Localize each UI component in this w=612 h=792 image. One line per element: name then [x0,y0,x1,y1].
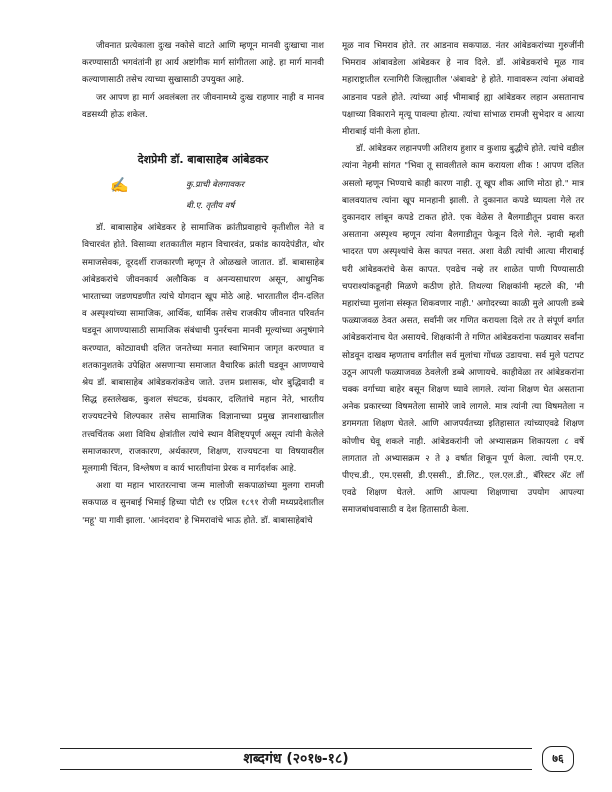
page-footer [60,742,576,774]
author-class: बी.ए. तृतीय वर्ष [186,200,235,211]
section-gap [82,124,324,141]
byline [82,176,324,220]
left-column [82,38,324,530]
page-number: ७६ [542,746,574,772]
intro-paragraph-1: जीवनात प्रत्येकाला दुःख नकोसे वाटते आणि म्हणून मानवी दुःखाचा नाश करण्यासाठी भगवंतांनी हा आर्य अष्टांगीक मार्ग सांगीतला आहे. हा मार्ग मानवी कल्याणासाठी तसेच त्याच्या सुखासाठी उपयुक्त आहे. [82,41,324,86]
body-paragraph-3: मूळ नाव भिमराव होते. तर आडनाव सकपाळ. नंतर आंबेडकरांच्या गुरुजींनी भिमराव आंबावडेला आंबेडकर हे नाव दिले. डॉ. आंबेडकरांचे मूळ गाव महाराष्ट्रातील रत्नागिरी जिल्ह्यातील 'अंबावडे' हे होते. गावावरून त्यांना अंबावडे आडनाव पडले होते. त्यांच्या आई भीमाबाई ह्या आंबेडकर लहान असतानाच पक्षाच्या विकाराने मृत्यू पावल्या होत्या. त्यांचा सांभाळ रामजी सुभेदार व आत्या मीराबाई यांनी केला होता. [342,41,584,138]
body-paragraph-1: डॉ. बाबासाहेब आंबेडकर हे सामाजिक क्रांतीप्रवाहाचे कृतीशील नेते व विचारवंत होते. विसाव्या शतकातील महान विचारवंत, प्रकांड कायदेपंडीत, थोर समाजसेवक, दूरदर्शी राजकारणी म्हणून ते ओळखले जातात. डॉ. बाबासाहेब आंबेडकरांचे जीवनकार्य अलौकिक व अनन्यसाधारण असून, आधुनिक भारताच्या जडणघडणीत त्यांचे योगदान खूप मोठे आहे. भारतातील दीन-दलित व अस्पृश्यांच्या सामाजिक, आर्थिक, धार्मिक तसेच राजकीय जीवनात परिवर्तन घडवून आणण्यासाठी सामाजिक संबंधाची पुनर्रचना मानवी मूल्यांच्या अनुषंगाने करण्यात, कोट्यावधी दलित जनतेच्या मनात स्वाभिमान जागृत करण्यात व शतकानुशतके उपेक्षित असणाऱ्या समाजात वैचारिक क्रांती घडवून आणण्याचे श्रेय डॉ. बाबासाहेब आंबेडकरांकडेच जाते. उत्तम प्रशासक, थोर बुद्धिवादी व सिद्ध हस्तलेखक, कुशल संघटक, ग्रंथकार, दलितांचे महान नेते, भारतीय राज्यघटनेचे शिल्पकार तसेच सामाजिक विज्ञानाच्या प्रमुख ज्ञानशाखातील तत्त्वचिंतक अशा विविध क्षेत्रांतील त्यांचे स्थान वैशिष्ट्यपूर्ण असून त्यांनी केलेले समाजकारण, राजकारण, अर्थकारण, शिक्षण, राज्यघटना या विषयावरील मूलगामी चिंतन, विश्लेषण व कार्य भारतीयांना प्रेरक व मार्गदर्शक आहे. [82,223,324,475]
body-paragraph-4: डॉ. आंबेडकर लहानपणी अतिशय हुशार व कुशाग्र बुद्धीचे होते. त्यांचे वडील त्यांना नेहमी सांगत "भिवा तू सावलीतले काम करायला शीक ! आपण दलित असलो म्हणून भिण्याचे काही कारण नाही. तू खूप शीक आणि मोठा हो." मात्र बालवयातच त्यांना खूप मानहानी झाली. ते दुकानात कपडे घ्यायला गेले तर दुकानदार लांबून कपडे टाकत होते. एक वेळेस ते बैलगाडीतून प्रवास करत असताना अस्पृश्य म्हणून त्यांना बैलगाडीतून फेकून दिले गेले. न्हावी म्हशी भादरत पण अस्पृश्यांचे केस कापत नसत. अशा वेळी त्यांची आत्या मीराबाई घरी आंबेडकरांचे केस कापत. एवढेच नव्हे तर शाळेत पाणी पिण्यासाठी चपराश्यांकडूनही मिळणे कठीण होते. तिथल्या शिक्षकांनी म्हटले की, 'मी महारांच्या मुलांना संस्कृत शिकवणार नाही.' अगोदरच्या काळी मुले आपली डब्बे फळ्याजवळ ठेवत असत, सर्वांनी जर गणित करायला दिले तर ते संपूर्ण वर्गात आंबेडकरांनाच येत असायचे. शिक्षकांनी ते गणित आंबेडकरांना फळ्यावर सर्वांना सोडवून दाखव म्हणताच वर्गातील सर्व मुलांचा गोंधळ उडायचा. सर्व मुले पटापट उठून आपली फळ्याजवळ ठेवलेली डब्बे आणायचे. काहीवेळा तर आंबेडकरांना चक्क वर्गाच्या बाहेर बसून शिक्षण घ्यावे लागले. त्यांना शिक्षण घेत असताना अनेक प्रकारच्या विषमतेला सामोरे जावे लागले. मात्र त्यांनी त्या विषमतेला न डगमगता शिक्षण घेतले. आणि आजपर्यंतच्या इतिहासात त्यांच्याएवढे शिक्षण कोणीच घेवू शकले नाही. आंबेडकरांनी जो अभ्यासक्रम शिकायला ८ वर्षे लागतात तो अभ्यासक्रम २ ते ३ वर्षात शिकून पूर्ण केला. त्यांनी एम.ए. पीएच.डी., एम.एससी, डी.एससी., डी.लिट., एल.एल.डी., बॅरिस्टर ॲट लॉ एवढे शिक्षण घेतले. आणि आपल्या शिक्षणाचा उपयोग आपल्या समाजबांधवासाठी व देश हितासाठी केला. [342,144,584,516]
author-name: कु.प्राची बेलगावकर [186,179,245,190]
pen-icon: ✍ [110,176,129,195]
article-title: देशप्रेमी डॉ. बाबासाहेब आंबेडकर [137,153,269,167]
magazine-title: शब्दगंध (२०१७-१८) [60,748,532,770]
right-column [342,38,584,520]
body-paragraph-2: अशा या महान भारतरत्नाचा जन्म मालोजी सकपाळांच्या मुलगा रामजी सकपाळ व सुनबाई भिमाई हिच्या पोटी १४ एप्रिल १८९१ रोजी मध्यप्रदेशातील 'महू' या गावी झाला. 'आनंदराव' हे भिमरावांचे भाऊ होते. डॉ. बाबासाहेबांचे [82,481,324,526]
intro-paragraph-2: जर आपण हा मार्ग अवलंबला तर जीवनामध्ये दुःख राहणार नाही व मानव वडसथ्यी होऊ शकेल. [82,92,324,120]
